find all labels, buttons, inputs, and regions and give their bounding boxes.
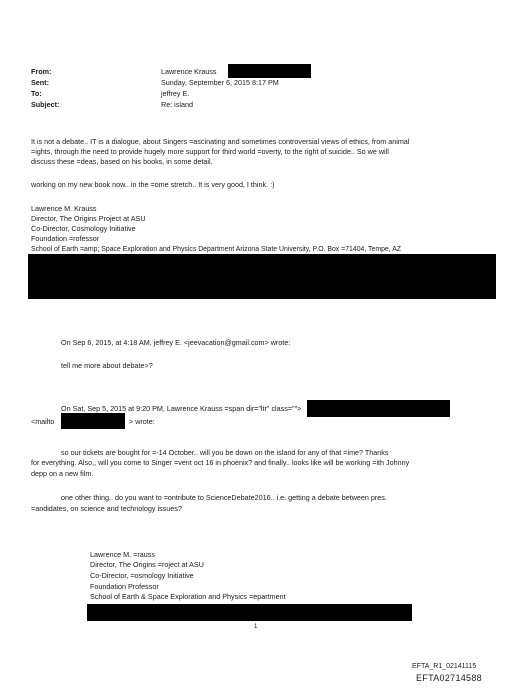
quote1-header: On Sep 6, 2015, at 4:18 AM, jeffrey E. <jeevacation@gmail.com> wrote: [61,338,291,347]
sig1-line1: Lawrence M. Krauss [31,204,97,213]
sent-value: Sunday, September 6, 2015 8:17 PM [161,78,279,87]
quote1-text: tell me more about debate>? [61,361,153,370]
body-p1-line1: It is not a debate.. IT is a dialogue, about Singers =ascinating and sometimes controversial views of ethics, from animal [31,137,410,146]
page-number: 1 [254,624,258,630]
redaction-bar [61,413,125,429]
to-value: jeffrey E. [161,89,190,98]
redaction-bar [228,64,311,78]
redaction-bar [87,604,412,621]
subject-label: Subject: [31,100,60,109]
quote2-header: On Sat, Sep 5, 2015 at 9:20 PM, Lawrence Krauss =span dir="ltr" class=""> [61,404,302,413]
to-label: To: [31,89,42,98]
sig1-line2: Director, The Origins Project at ASU [31,214,146,223]
quote2-p1-line3: depp on a new film. [31,469,94,478]
quote2-p2-line1: one other thing.. do you want to =ontribute to ScienceDebate2016.. i.e. getting a debate between pres. [61,493,387,502]
redaction-bar [307,400,450,417]
footer-id-1: EFTA_R1_02141115 [412,663,477,670]
quote2-p1-line2: for everything. Also,, will you come to Singer =vent oct 16 in phoenix? and finally.. looks like will be working =ith Johnny [31,458,410,467]
sig2-line2: Director, The Origins =roject at ASU [90,560,204,569]
sig2-line1: Lawrence M. =rauss [90,550,155,559]
sig1-line4: Foundation =rofessor [31,234,100,243]
from-label: From: [31,67,52,76]
footer-id-2: EFTA02714588 [416,673,482,683]
redaction-bar [28,254,496,299]
sig2-line4: Foundation Professor [90,582,159,591]
body-p2: working on my new book now.. in the =ome stretch.. It is very good, I think. :) [31,180,275,189]
body-p1-line3: discuss these =deas, based on his books, in some detail. [31,157,213,166]
sig2-line5: School of Earth & Space Exploration and Physics =epartment [90,592,286,601]
quote2-p1-line1: so our tickets are bought for =-14 October.. will you be down on the island for any of that =ime? Thanks [61,448,389,457]
from-value: Lawrence Krauss [161,67,217,76]
subject-value: Re: island [161,100,193,109]
quote2-mailto: <mailto [31,417,55,426]
sig2-line3: Co-Director, =osmology Initiative [90,571,194,580]
sig1-line5: School of Earth =amp; Space Exploration and Physics Department Arizona State University, P.O. Box =71404, Tempe, AZ [31,246,401,253]
sig1-line3: Co-Director, Cosmology Initiative [31,224,136,233]
quote2-wrote: > wrote: [129,417,155,426]
body-p1-line2: =ights, through the need to provide hugely more support for third world =overty, to the right of suicide.. So we will [31,147,389,156]
sent-label: Sent: [31,78,49,87]
quote2-p2-line2: =andidates, on science and technology issues? [31,504,182,513]
